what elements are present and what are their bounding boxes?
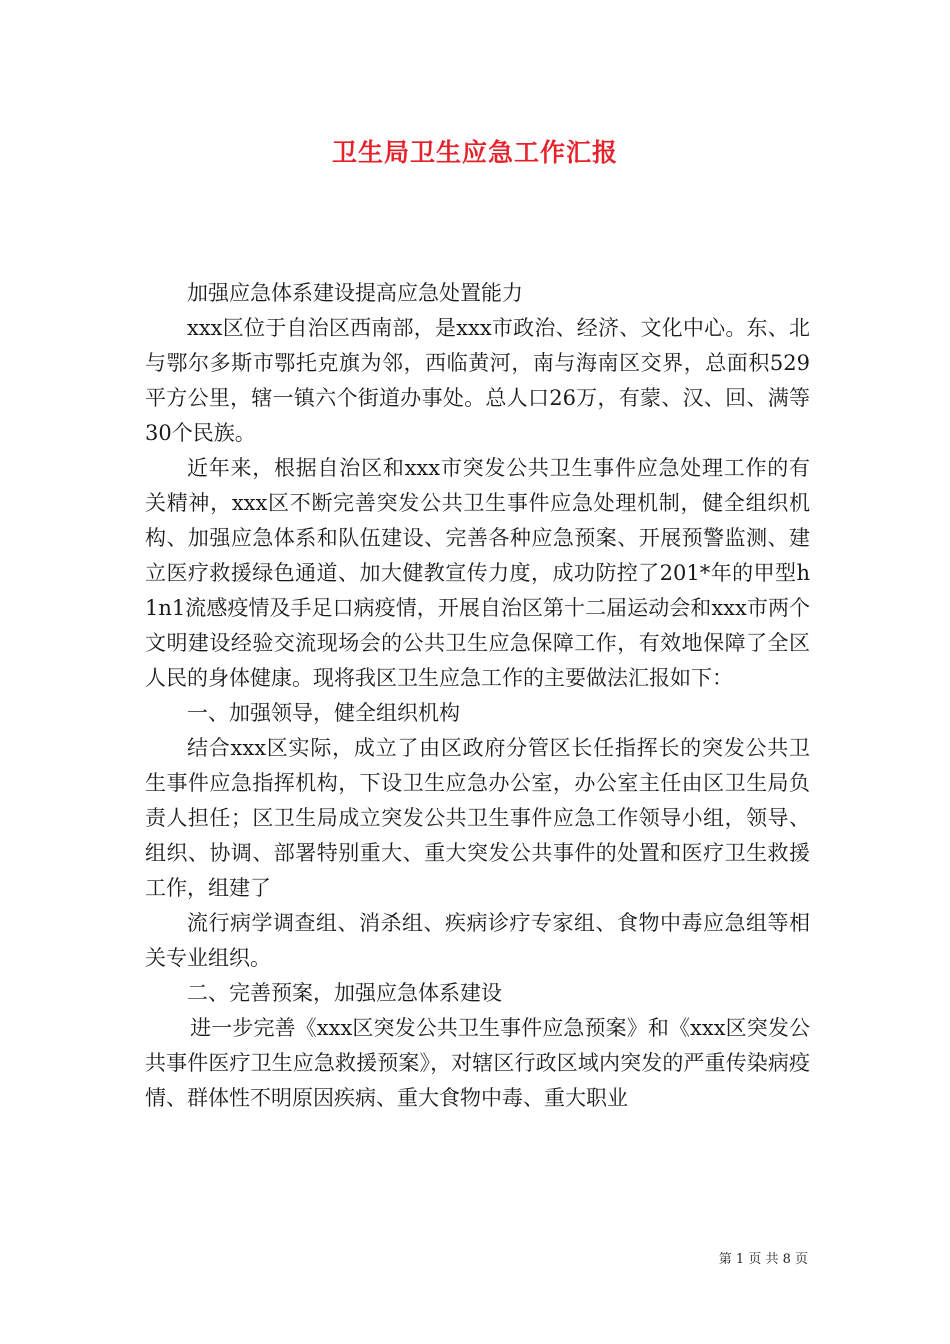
- paragraph-subtitle: 加强应急体系建设提高应急处置能力: [187, 281, 523, 305]
- section-heading-2: 二、完善预案，加强应急体系建设: [187, 981, 502, 1005]
- document-title: 卫生局卫生应急工作汇报: [331, 138, 618, 167]
- paragraph-groups: 流行病学调查组、消杀组、疾病诊疗专家组、食物中毒应急组等相关专业组织。: [145, 911, 810, 970]
- page-number: 第 1 页 共 8 页: [718, 1252, 808, 1267]
- section-heading-1: 一、加强领导，健全组织机构: [187, 701, 460, 725]
- paragraph-plans: 进一步完善《xxx区突发公共卫生事件应急预案》和《xxx区突发公共事件医疗卫生应急救援预案》，对辖区行政区域内突发的严重传染病疫情、群体性不明原因疾病、重大食物中毒、重大职业: [145, 1016, 810, 1110]
- paragraph-overview: xxx区位于自治区西南部，是xxx市政治、经济、文化中心。东、北与鄂尔多斯市鄂托克旗为邻，西临黄河，南与海南区交界，总面积529平方公里，辖一镇六个街道办事处。总人口26万，有蒙、汉、回、满等30个民族。: [145, 316, 810, 445]
- document-body: [145, 276, 810, 1116]
- paragraph-recent-years: 近年来，根据自治区和xxx市突发公共卫生事件应急处理工作的有关精神，xxx区不断完善突发公共卫生事件应急处理机制，健全组织机构、加强应急体系和队伍建设、完善各种应急预案、开展预警监测、建立医疗救援绿色通道、加大健教宣传力度，成功防控了201*年的甲型h1n1流感疫情及手足口病疫情，开展自治区第十二届运动会和xxx市两个文明建设经验交流现场会的公共卫生应急保障工作，有效地保障了全区人民的身体健康。现将我区卫生应急工作的主要做法汇报如下：: [145, 456, 810, 690]
- paragraph-organization: 结合xxx区实际，成立了由区政府分管区长任指挥长的突发公共卫生事件应急指挥机构，下设卫生应急办公室，办公室主任由区卫生局负责人担任；区卫生局成立突发公共卫生事件应急工作领导小组，领导、组织、协调、部署特别重大、重大突发公共事件的处置和医疗卫生救援工作，组建了: [145, 736, 810, 900]
